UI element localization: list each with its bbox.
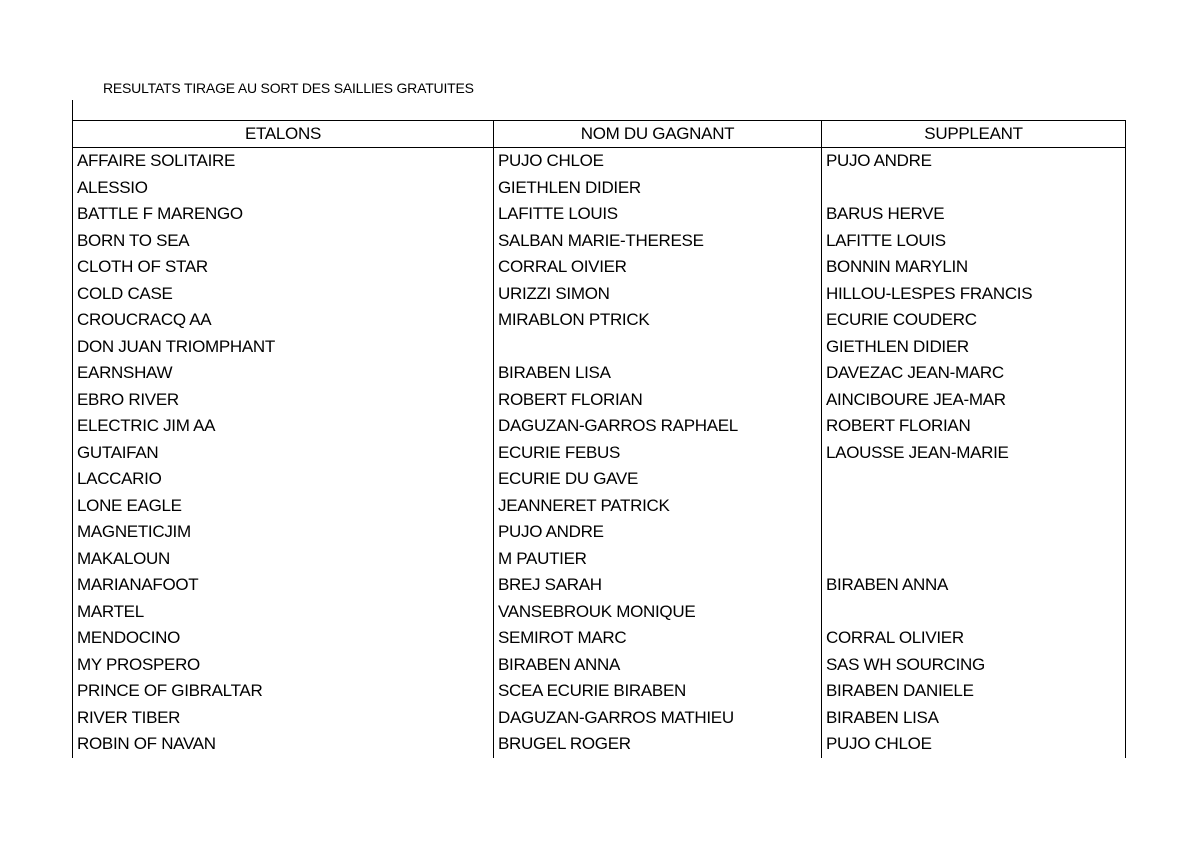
- column-header-etalons: ETALONS: [73, 121, 494, 148]
- suppleant-cell: PUJO CHLOE: [822, 731, 1126, 758]
- suppleant-cell: DAVEZAC JEAN-MARC: [822, 360, 1126, 387]
- etalon-cell: EBRO RIVER: [73, 387, 494, 414]
- suppleant-cell: [822, 466, 1126, 493]
- suppleant-cell: LAOUSSE JEAN-MARIE: [822, 440, 1126, 467]
- gagnant-cell: [494, 334, 822, 361]
- gagnant-cell: DAGUZAN-GARROS RAPHAEL: [494, 413, 822, 440]
- gagnant-cell: MIRABLON PTRICK: [494, 307, 822, 334]
- table-row: [73, 493, 1126, 520]
- etalon-cell: LONE EAGLE: [73, 493, 494, 520]
- gagnant-cell: JEANNERET PATRICK: [494, 493, 822, 520]
- table-row: [73, 731, 1126, 758]
- gagnant-cell: ROBERT FLORIAN: [494, 387, 822, 414]
- etalon-cell: AFFAIRE SOLITAIRE: [73, 148, 494, 175]
- gagnant-cell: LAFITTE LOUIS: [494, 201, 822, 228]
- gagnant-cell: SALBAN MARIE-THERESE: [494, 228, 822, 255]
- gagnant-cell: URIZZI SIMON: [494, 281, 822, 308]
- etalon-cell: CLOTH OF STAR: [73, 254, 494, 281]
- etalon-cell: MAGNETICJIM: [73, 519, 494, 546]
- etalon-cell: MAKALOUN: [73, 546, 494, 573]
- suppleant-cell: BARUS HERVE: [822, 201, 1126, 228]
- etalon-cell: PRINCE OF GIBRALTAR: [73, 678, 494, 705]
- suppleant-cell: AINCIBOURE JEA-MAR: [822, 387, 1126, 414]
- table-row: [73, 678, 1126, 705]
- etalon-cell: GUTAIFAN: [73, 440, 494, 467]
- page-title: RESULTATS TIRAGE AU SORT DES SAILLIES GRATUITES: [103, 80, 474, 96]
- table-row: [73, 228, 1126, 255]
- table-row: [73, 599, 1126, 626]
- suppleant-cell: [822, 175, 1126, 202]
- margin-rule: [72, 100, 73, 121]
- suppleant-cell: [822, 519, 1126, 546]
- table-row: [73, 334, 1126, 361]
- gagnant-cell: BIRABEN ANNA: [494, 652, 822, 679]
- table-row: [73, 175, 1126, 202]
- suppleant-cell: [822, 599, 1126, 626]
- table-row: [73, 652, 1126, 679]
- gagnant-cell: BRUGEL ROGER: [494, 731, 822, 758]
- etalon-cell: ROBIN OF NAVAN: [73, 731, 494, 758]
- suppleant-cell: ECURIE COUDERC: [822, 307, 1126, 334]
- suppleant-cell: LAFITTE LOUIS: [822, 228, 1126, 255]
- table-row: [73, 387, 1126, 414]
- etalon-cell: BATTLE F MARENGO: [73, 201, 494, 228]
- etalon-cell: MENDOCINO: [73, 625, 494, 652]
- suppleant-cell: BIRABEN ANNA: [822, 572, 1126, 599]
- gagnant-cell: GIETHLEN DIDIER: [494, 175, 822, 202]
- gagnant-cell: PUJO CHLOE: [494, 148, 822, 175]
- etalon-cell: MARTEL: [73, 599, 494, 626]
- etalon-cell: MARIANAFOOT: [73, 572, 494, 599]
- table-row: [73, 466, 1126, 493]
- suppleant-cell: BIRABEN LISA: [822, 705, 1126, 732]
- table-row: [73, 546, 1126, 573]
- suppleant-cell: ROBERT FLORIAN: [822, 413, 1126, 440]
- gagnant-cell: SEMIROT MARC: [494, 625, 822, 652]
- etalon-cell: LACCARIO: [73, 466, 494, 493]
- column-header-gagnant: NOM DU GAGNANT: [494, 121, 822, 148]
- suppleant-cell: [822, 546, 1126, 573]
- gagnant-cell: SCEA ECURIE BIRABEN: [494, 678, 822, 705]
- gagnant-cell: BIRABEN LISA: [494, 360, 822, 387]
- header-row: [73, 121, 1126, 148]
- table-body: [73, 148, 1126, 758]
- gagnant-cell: CORRAL OIVIER: [494, 254, 822, 281]
- table-row: [73, 281, 1126, 308]
- column-header-suppleant: SUPPLEANT: [822, 121, 1126, 148]
- etalon-cell: CROUCRACQ AA: [73, 307, 494, 334]
- suppleant-cell: BIRABEN DANIELE: [822, 678, 1126, 705]
- suppleant-cell: HILLOU-LESPES FRANCIS: [822, 281, 1126, 308]
- gagnant-cell: BREJ SARAH: [494, 572, 822, 599]
- table-row: [73, 201, 1126, 228]
- suppleant-cell: GIETHLEN DIDIER: [822, 334, 1126, 361]
- table-row: [73, 705, 1126, 732]
- table-row: [73, 254, 1126, 281]
- gagnant-cell: ECURIE FEBUS: [494, 440, 822, 467]
- suppleant-cell: BONNIN MARYLIN: [822, 254, 1126, 281]
- suppleant-cell: SAS WH SOURCING: [822, 652, 1126, 679]
- gagnant-cell: VANSEBROUK MONIQUE: [494, 599, 822, 626]
- table-row: [73, 572, 1126, 599]
- etalon-cell: ALESSIO: [73, 175, 494, 202]
- gagnant-cell: PUJO ANDRE: [494, 519, 822, 546]
- results-table: [72, 120, 1126, 758]
- suppleant-cell: [822, 493, 1126, 520]
- gagnant-cell: ECURIE DU GAVE: [494, 466, 822, 493]
- table-row: [73, 519, 1126, 546]
- etalon-cell: MY PROSPERO: [73, 652, 494, 679]
- etalon-cell: DON JUAN TRIOMPHANT: [73, 334, 494, 361]
- table-row: [73, 307, 1126, 334]
- etalon-cell: COLD CASE: [73, 281, 494, 308]
- gagnant-cell: DAGUZAN-GARROS MATHIEU: [494, 705, 822, 732]
- table-row: [73, 625, 1126, 652]
- table-row: [73, 413, 1126, 440]
- gagnant-cell: M PAUTIER: [494, 546, 822, 573]
- etalon-cell: EARNSHAW: [73, 360, 494, 387]
- etalon-cell: ELECTRIC JIM AA: [73, 413, 494, 440]
- table-row: [73, 440, 1126, 467]
- table-row: [73, 360, 1126, 387]
- etalon-cell: BORN TO SEA: [73, 228, 494, 255]
- table-row: [73, 148, 1126, 175]
- etalon-cell: RIVER TIBER: [73, 705, 494, 732]
- suppleant-cell: CORRAL OLIVIER: [822, 625, 1126, 652]
- suppleant-cell: PUJO ANDRE: [822, 148, 1126, 175]
